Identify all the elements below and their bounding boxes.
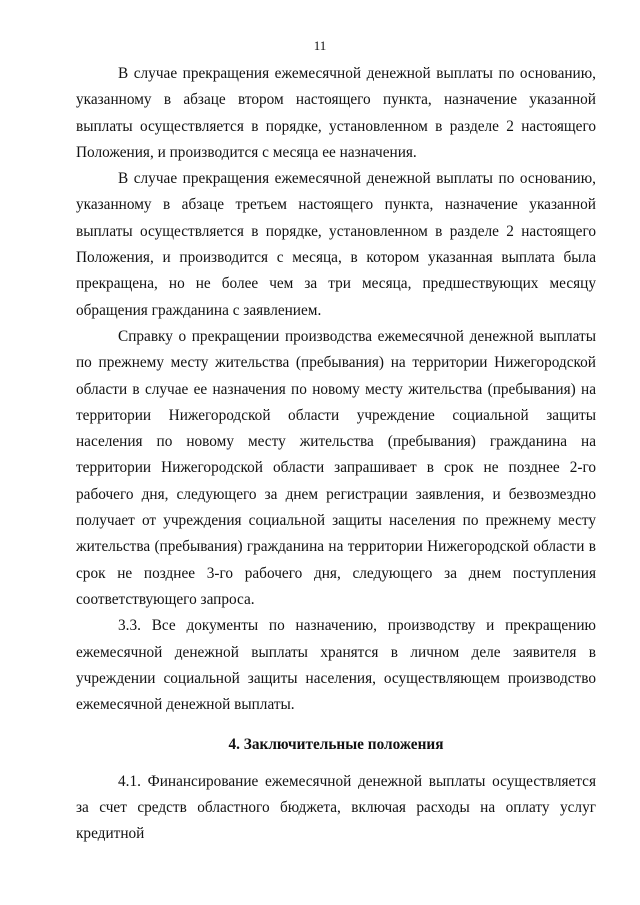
- paragraph-4-1-financing: 4.1. Финансирование ежемесячной денежной выплаты осуществляется за счет средств областного бюджета, включая расходы на оплату услуг кредитной: [76, 772, 596, 843]
- paragraph-3-3-documents: 3.3. Все документы по назначению, производству и прекращению ежемесячной денежной выплаты хранятся в личном деле заявителя в учреждении социальной защиты населения, осуществляющем производство ежемесячной денежной выплаты.: [76, 617, 596, 714]
- document-body: [76, 61, 596, 848]
- section-heading: 4. Заключительные положения: [228, 736, 444, 754]
- paragraph-restart-second-basis: В случае прекращения ежемесячной денежной выплаты по основанию, указанному в абзаце втором настоящего пункта, назначение указанной выплаты осуществляется в порядке, установленном в разделе 2 настоящего Положения, и производится с месяца ее назначения.: [76, 65, 596, 161]
- paragraph-restart-third-basis: В случае прекращения ежемесячной денежной выплаты по основанию, указанному в абзаце третьем настоящего пункта, назначение указанной выплаты осуществляется в порядке, установленном в разделе 2 настоящего Положения, и производится с месяца, в котором указанная выплата была прекращена, но не более чем за три месяца, предшествующих месяцу обращения гражданина с заявлением.: [76, 170, 596, 319]
- paragraph-certificate-request: Справку о прекращении производства ежемесячной денежной выплаты по прежнему месту жительства (пребывания) на территории Нижегородской области в случае ее назначения по новому месту жительства (пребывания) на территории Нижегородской области учреждение социальной защиты населения по новому месту жительства (пребывания) гражданина на территории Нижегородской области запрашивает в срок не позднее 2-го рабочего дня, следующего за днем регистрации заявления, и безвозмездно получает от учреждения социальной защиты населения по прежнему месту жительства (пребывания) гражданина на территории Нижегородской области в срок не позднее 3-го рабочего дня, следующего за днем поступления соответствующего запроса.: [76, 327, 596, 608]
- page-number: 11: [313, 38, 327, 53]
